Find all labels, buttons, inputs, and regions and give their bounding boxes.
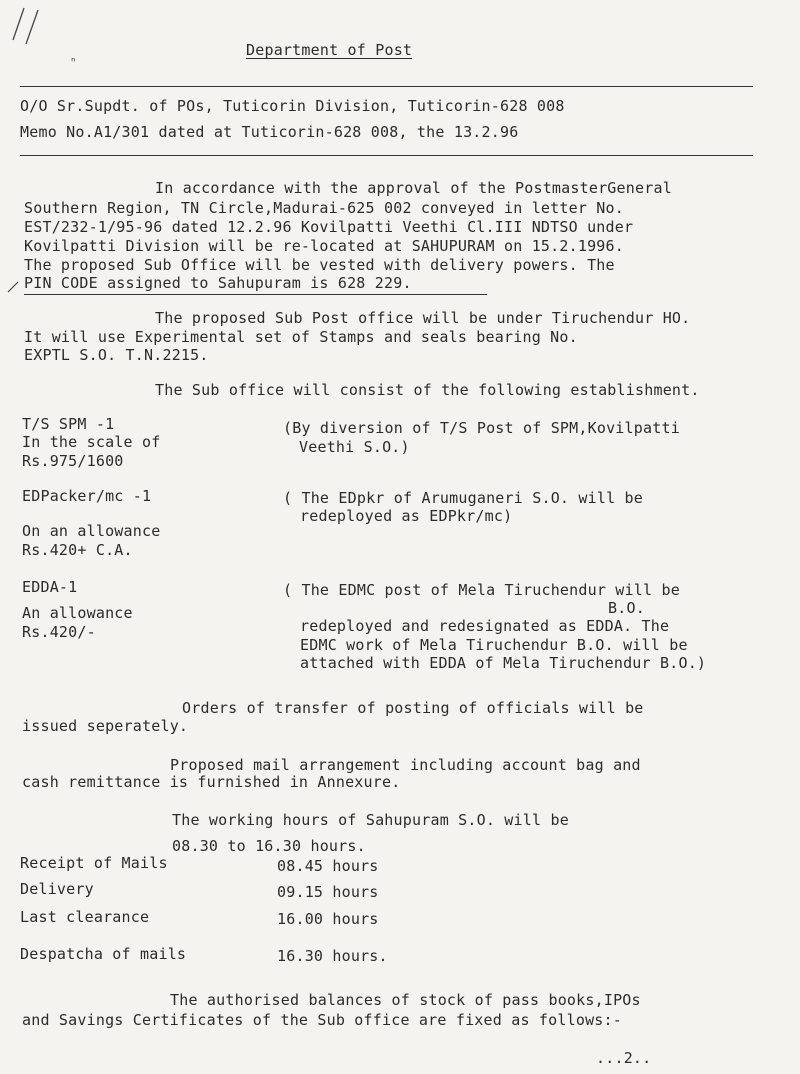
document-title: Department of Post xyxy=(246,41,413,59)
est3-right-4: EDMC work of Mela Tiruchendur B.O. will be xyxy=(300,636,688,654)
schedule-label-clearance: Last clearance xyxy=(20,908,150,926)
office-line: O/O Sr.Supdt. of POs, Tuticorin Division, Tuticorin-628 008 xyxy=(20,97,565,115)
schedule-time-despatch: 16.30 hours. xyxy=(277,947,388,965)
est2-left-3: On an allowance xyxy=(22,522,161,540)
est3-right-3: redeployed and redesignated as EDDA. The xyxy=(300,617,670,635)
margin-tick-mark xyxy=(6,280,22,294)
para1-line-4: Kovilpatti Division will be re-located at SAHUPURAM on 15.2.1996. xyxy=(24,237,624,255)
est3-left-2: An allowance xyxy=(22,604,133,622)
para2-line-2: It will use Experimental set of Stamps and seals bearing No. xyxy=(24,328,578,346)
est2-right-2: redeployed as EDPkr/mc) xyxy=(300,507,513,525)
page-continuation: ...2.. xyxy=(596,1049,652,1067)
para7-line-1: The authorised balances of stock of pass books,IPOs xyxy=(170,991,641,1009)
memo-line: Memo No.A1/301 dated at Tuticorin-628 008, the 13.2.96 xyxy=(20,123,519,141)
est1-left-3: Rs.975/1600 xyxy=(22,452,124,470)
para1-line-5: The proposed Sub Office will be vested with delivery powers. The xyxy=(24,256,615,274)
schedule-label-delivery: Delivery xyxy=(20,880,94,898)
est3-left-3: Rs.420/- xyxy=(22,623,96,641)
est2-left-1: EDPacker/mc -1 xyxy=(22,487,152,505)
schedule-label-receipt: Receipt of Mails xyxy=(20,854,168,872)
para1-line-1: In accordance with the approval of the PostmasterGeneral xyxy=(155,179,672,197)
schedule-label-despatch: Despatcha of mails xyxy=(20,945,187,963)
est3-right-5: attached with EDDA of Mela Tiruchendur B.O.) xyxy=(300,654,707,672)
schedule-time-clearance: 16.00 hours xyxy=(277,910,379,928)
para5-line-2: cash remittance is furnished in Annexure. xyxy=(22,773,401,791)
para3-line: The Sub office will consist of the following establishment. xyxy=(155,381,700,399)
para1-line-3: EST/232-1/95-96 dated 12.2.96 Kovilpatti Veethi Cl.III NDTSO under xyxy=(24,218,634,236)
schedule-time-receipt: 08.45 hours xyxy=(277,857,379,875)
pen-slash-mark xyxy=(10,4,40,44)
header-rule-bottom xyxy=(20,155,753,156)
para1-line-2: Southern Region, TN Circle,Madurai-625 002 conveyed in letter No. xyxy=(24,199,624,217)
est2-right-1: ( The EDpkr of Arumuganeri S.O. will be xyxy=(283,489,643,507)
para6-line-1: The working hours of Sahupuram S.O. will be xyxy=(172,811,569,829)
est3-right-2: B.O. xyxy=(608,599,645,617)
para4-line-1: Orders of transfer of posting of officials will be xyxy=(182,699,644,717)
para1-line-6: PIN CODE assigned to Sahupuram is 628 229. xyxy=(24,274,412,292)
est3-right-1: ( The EDMC post of Mela Tiruchendur will be xyxy=(283,581,680,599)
para2-line-3: EXPTL S.O. T.N.2215. xyxy=(24,346,209,364)
stray-mark: ⁿ xyxy=(70,55,77,68)
para7-line-2: and Savings Certificates of the Sub office are fixed as follows:- xyxy=(22,1011,622,1029)
est1-right-2: Veethi S.O.) xyxy=(299,438,410,456)
para4-line-2: issued seperately. xyxy=(22,717,189,735)
para2-line-1: The proposed Sub Post office will be under Tiruchendur HO. xyxy=(155,309,691,327)
pin-code-underline xyxy=(24,294,487,295)
est2-left-4: Rs.420+ C.A. xyxy=(22,541,133,559)
schedule-time-delivery: 09.15 hours xyxy=(277,883,379,901)
est1-left-2: In the scale of xyxy=(22,433,161,451)
header-rule-top xyxy=(20,86,753,87)
para6-line-2: 08.30 to 16.30 hours. xyxy=(172,837,366,855)
est1-left-1: T/S SPM -1 xyxy=(22,415,115,433)
est3-left-1: EDDA-1 xyxy=(22,578,78,596)
para5-line-1: Proposed mail arrangement including account bag and xyxy=(170,756,641,774)
est1-right-1: (By diversion of T/S Post of SPM,Kovilpatti xyxy=(283,419,680,437)
